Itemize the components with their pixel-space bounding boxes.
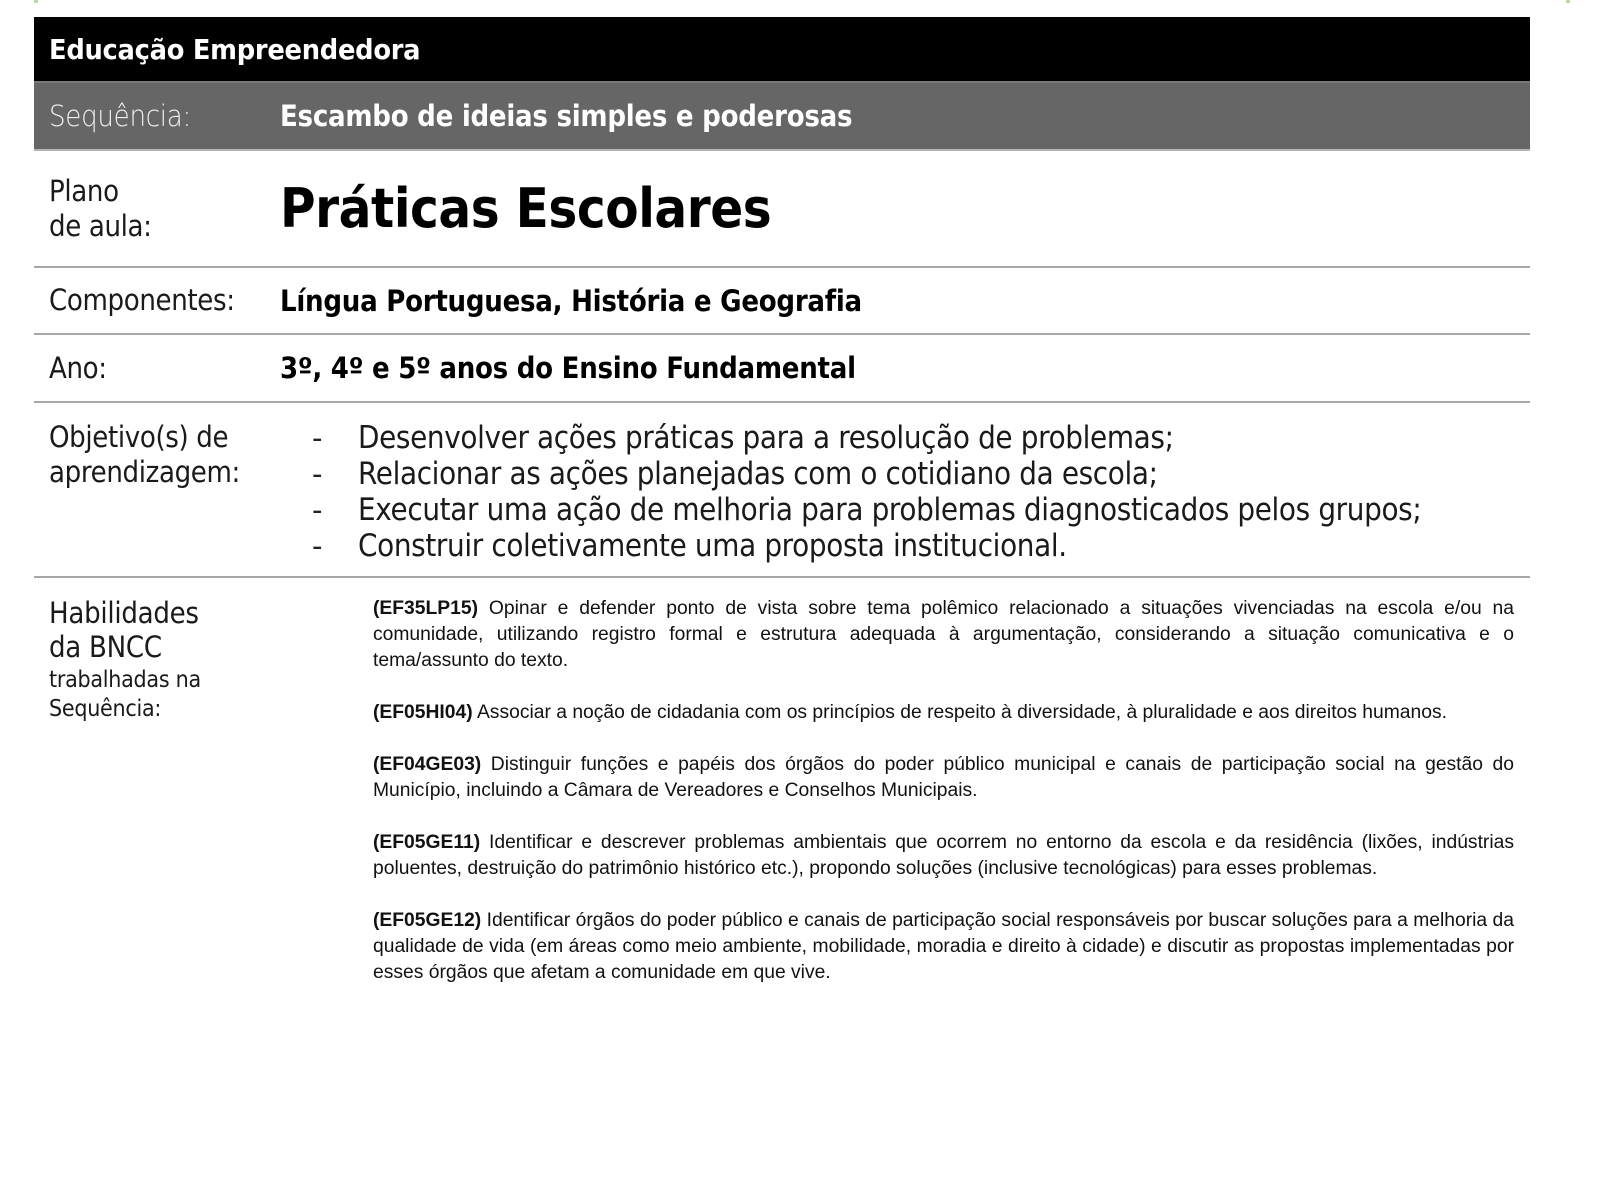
skills-row bbox=[34, 578, 1530, 1012]
sequence-row bbox=[34, 83, 1530, 151]
skill-description: Distinguir funções e papéis dos órgãos do poder público municipal e canais de participação social na gestão do Município, incluindo a Câmara de Vereadores e Conselhos Municipais. bbox=[373, 754, 1514, 801]
skill-item bbox=[373, 596, 1514, 674]
skill-item bbox=[373, 830, 1514, 882]
bullet-dash: - bbox=[312, 493, 323, 527]
objective-item bbox=[280, 456, 1540, 492]
skill-code: (EF05GE12) bbox=[373, 910, 482, 931]
objective-item bbox=[280, 492, 1540, 528]
objectives-label-cell bbox=[34, 420, 280, 490]
skill-description: Identificar órgãos do poder público e canais de participação social responsáveis por buscar soluções para a melhoria da qualidade de vida (em áreas como meio ambiente, mobilidade, moradia e direito à cidade) e discutir as propostas implementadas por esses órgãos que afetam a comunidade em que vive. bbox=[373, 910, 1514, 983]
skills-label-line1: Habilidades bbox=[49, 596, 199, 630]
sequence-label-cell bbox=[34, 99, 280, 133]
year-label: Ano: bbox=[49, 350, 107, 385]
year-value: 3º, 4º e 5º anos do Ensino Fundamental bbox=[280, 351, 856, 385]
components-label: Componentes: bbox=[49, 283, 235, 317]
skills-label-line3: trabalhadas na bbox=[49, 667, 201, 693]
title-bar bbox=[34, 17, 1530, 83]
skill-description: Opinar e defender ponto de vista sobre tema polêmico relacionado a situações vivenciadas na escola e/ou na comunidade, utilizando registro formal e estrutura adequada à argumentação, considerando a situação comunicativa e o tema/assunto do texto. bbox=[373, 598, 1514, 671]
year-row bbox=[34, 335, 1530, 403]
skill-code: (EF05GE11) bbox=[373, 832, 481, 853]
objective-text: Executar uma ação de melhoria para problemas diagnosticados pelos grupos; bbox=[358, 492, 1422, 528]
objective-text: Desenvolver ações práticas para a resolução de problemas; bbox=[358, 420, 1174, 456]
skills-label bbox=[49, 596, 201, 724]
components-label-cell bbox=[34, 283, 280, 318]
objectives-row bbox=[34, 403, 1530, 578]
lesson-plan-label-line2: de aula: bbox=[49, 208, 152, 243]
lesson-plan-label bbox=[49, 174, 152, 244]
bullet-dash: - bbox=[312, 421, 323, 455]
objectives-label-line1: Objetivo(s) de bbox=[49, 420, 229, 454]
skill-item bbox=[373, 752, 1514, 804]
skills-list bbox=[373, 596, 1514, 1012]
objective-text: Construir coletivamente uma proposta institucional. bbox=[358, 528, 1067, 564]
skill-code: (EF35LP15) bbox=[373, 598, 479, 619]
objective-item bbox=[280, 528, 1540, 564]
skill-description: Identificar e descrever problemas ambientais que ocorrem no entorno da escola e da residência (lixões, indústrias poluentes, destruição do patrimônio histórico etc.), propondo soluções (inclusive tecnológicas) para esses problemas. bbox=[373, 832, 1514, 879]
document-title: Educação Empreendedora bbox=[49, 32, 421, 66]
objectives-list bbox=[280, 420, 1540, 564]
components-row bbox=[34, 268, 1530, 335]
lesson-plan-title: Práticas Escolares bbox=[280, 177, 772, 240]
skills-label-line4: Sequência: bbox=[49, 696, 162, 722]
skill-item bbox=[373, 700, 1514, 726]
bullet-dash: - bbox=[312, 457, 323, 491]
sequence-value: Escambo de ideias simples e poderosas bbox=[280, 99, 853, 133]
skill-code: (EF05HI04) bbox=[373, 702, 473, 723]
objectives-label bbox=[49, 420, 240, 490]
sequence-label: Sequência: bbox=[49, 99, 192, 133]
objectives-label-line2: aprendizagem: bbox=[49, 455, 240, 489]
lesson-plan-row bbox=[34, 151, 1530, 268]
skill-item bbox=[373, 908, 1514, 986]
bullet-dash: - bbox=[312, 529, 323, 563]
skills-label-cell bbox=[34, 596, 280, 724]
components-value: Língua Portuguesa, História e Geografia bbox=[280, 283, 862, 318]
skill-description: Associar a noção de cidadania com os princípios de respeito à diversidade, à pluralidade e aos direitos humanos. bbox=[472, 702, 1447, 723]
lesson-plan-label-line1: Plano bbox=[49, 173, 119, 208]
objective-text: Relacionar as ações planejadas com o cotidiano da escola; bbox=[358, 456, 1158, 492]
corner-mark-left bbox=[34, 0, 38, 3]
corner-mark-right bbox=[1566, 0, 1570, 3]
objective-item bbox=[280, 420, 1540, 456]
lesson-plan-label-cell bbox=[34, 174, 280, 244]
skills-label-line2: da BNCC bbox=[49, 630, 162, 664]
lesson-plan-sheet bbox=[34, 17, 1530, 1012]
year-label-cell bbox=[34, 351, 280, 386]
skill-code: (EF04GE03) bbox=[373, 754, 482, 775]
